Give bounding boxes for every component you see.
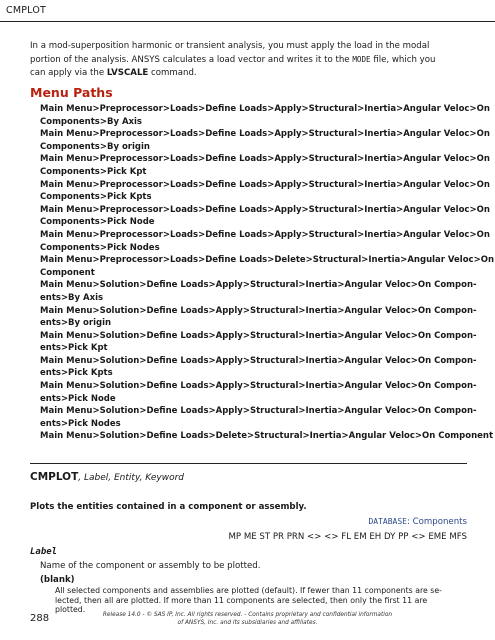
footer-copyright [0,612,495,627]
option-blank-name: (blank) [40,575,75,585]
menu-path-line: Main Menu>Preprocessor>Loads>Define Loads>Apply>Structural>Inertia>Angular Veloc>On [40,104,490,114]
menu-path-line: ents>Pick Kpts [40,368,113,379]
product-codes: MP ME ST PR PRN <> <> FL EM EH DY PP <> EME MFS [228,532,467,542]
menu-path-line: ents>Pick Kpt [40,343,108,354]
argument-label-name: Label [30,547,58,557]
lvscale-command-link[interactable]: LVSCALE [106,68,149,78]
header-divider [0,21,495,22]
command-args: , Label, Entity, Keyword [78,473,185,483]
command-divider [30,463,467,464]
page-number: 288 [30,613,50,624]
menu-path-line: ents>Pick Nodes [40,418,121,429]
database-separator: : [406,517,410,527]
menu-path-line: Components>By Axis [40,116,142,127]
intro-text-1: In a mod-superposition harmonic or transient analysis, you must apply the load in the modal portion of the analysis. ANSYS calculates a load vector and writes it to the [30,41,430,65]
menu-paths-heading: Menu Paths [30,85,113,100]
menu-path-line: Main Menu>Preprocessor>Loads>Define Loads>Apply>Structural>Inertia>Angular Veloc>On [40,204,490,215]
command-description: Plots the entities contained in a component or assembly. [30,502,307,512]
menu-path-line: Component [40,267,95,278]
menu-path-line: Main Menu>Preprocessor>Loads>Define Loads>Delete>Structural>Inertia>Angular Veloc>On [40,255,494,266]
menu-path-line: Components>Pick Node [40,217,155,228]
menu-path-line: Main Menu>Solution>Define Loads>Apply>Structural>Inertia>Angular Veloc>On Compon- [40,355,477,366]
running-header-title: CMPLOT [6,5,46,16]
description-line: lected, then all are plotted. If more than 11 components are selected, then only the first 11 are [55,595,428,605]
intro-paragraph [30,40,450,80]
menu-path-line: Components>Pick Kpt [40,166,147,177]
menu-path-line: Components>By origin [40,141,150,152]
command-name: CMPLOT [30,471,79,483]
intro-text-2: file, which you can apply via the [30,55,436,78]
menu-path-line: Main Menu>Preprocessor>Loads>Define Loads>Apply>Structural>Inertia>Angular Veloc>On [40,179,490,190]
footer-line-1: Release 14.0 - © SAS IP, Inc. All rights reserved. - Contains proprietary and confidential information [102,612,393,618]
description-line: plotted. [55,605,86,614]
menu-path-line: Main Menu>Preprocessor>Loads>Define Loads>Apply>Structural>Inertia>Angular Veloc>On [40,229,490,240]
menu-path-line: Main Menu>Solution>Define Loads>Apply>Structural>Inertia>Angular Veloc>On Compon- [40,406,477,417]
argument-label-description: Name of the component or assembly to be plotted. [40,561,261,571]
menu-path-line: Main Menu>Solution>Define Loads>Delete>Structural>Inertia>Angular Veloc>On Component [40,431,494,442]
menu-path-line: Main Menu>Solution>Define Loads>Apply>Structural>Inertia>Angular Veloc>On Compon- [40,280,477,291]
mode-file-name: MODE [352,55,371,64]
option-blank-description [55,586,460,615]
menu-path-line: Components>Pick Kpts [40,192,152,203]
database-components-link[interactable]: Components [409,517,467,527]
menu-path-line: Main Menu>Solution>Define Loads>Apply>Structural>Inertia>Angular Veloc>On Compon- [40,330,477,341]
description-line: All selected components and assemblies are plotted (default). If fewer than 11 components are se- [55,586,442,595]
menu-path-line: Main Menu>Solution>Define Loads>Apply>Structural>Inertia>Angular Veloc>On Compon- [40,381,477,392]
menu-path-line: Components>Pick Nodes [40,242,160,253]
menu-path-line: ents>By origin [40,318,112,329]
command-signature [30,471,184,483]
menu-path-line: Main Menu>Solution>Define Loads>Apply>Structural>Inertia>Angular Veloc>On Compon- [40,305,477,316]
database-components-line [368,517,467,527]
database-word[interactable]: DATABASE [368,517,407,526]
menu-path-line: ents>Pick Node [40,393,116,404]
menu-path-line: Main Menu>Preprocessor>Loads>Define Loads>Apply>Structural>Inertia>Angular Veloc>On [40,129,490,140]
menu-path-line: Main Menu>Preprocessor>Loads>Define Loads>Apply>Structural>Inertia>Angular Veloc>On [40,154,490,165]
intro-text-3: command. [148,68,197,78]
menu-path-list [40,103,494,443]
footer-line-2: of ANSYS, Inc. and its subsidiaries and affiliates. [177,619,318,626]
menu-path-line: ents>By Axis [40,292,104,303]
